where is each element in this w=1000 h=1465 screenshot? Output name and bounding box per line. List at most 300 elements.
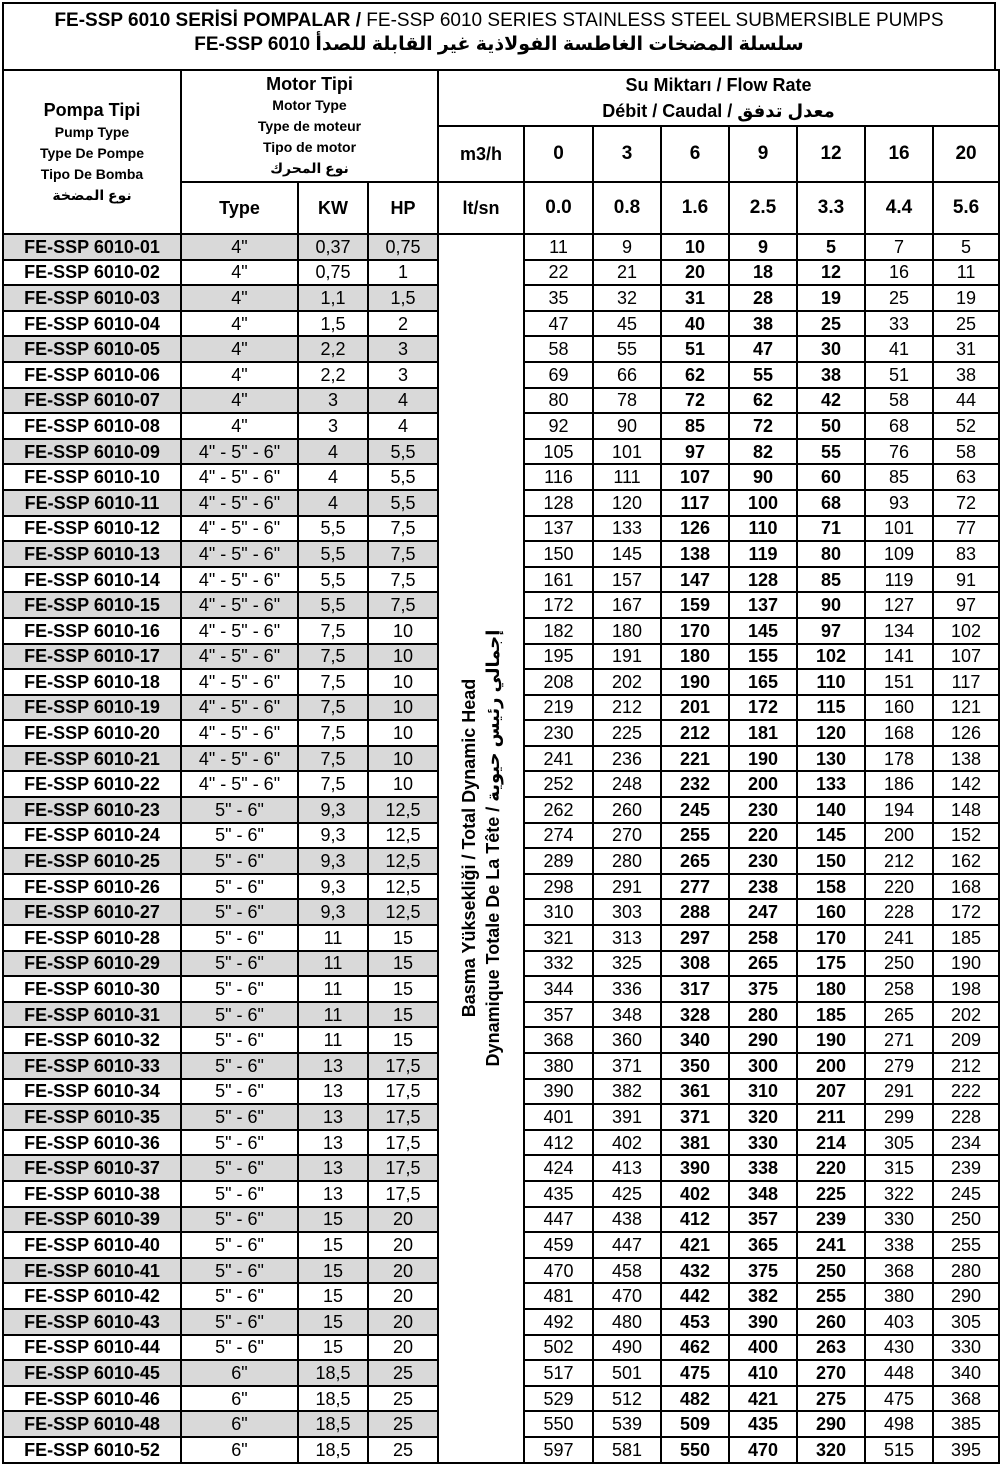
head-value-cell: 368: [933, 1386, 999, 1412]
hp-cell: 15: [368, 1027, 438, 1053]
lts-value: 5.6: [933, 182, 999, 234]
kw-cell: 13: [298, 1104, 368, 1130]
motor-type-cell: 4": [181, 285, 298, 311]
kw-cell: 13: [298, 1181, 368, 1207]
head-value-cell: 202: [593, 669, 661, 695]
motor-type-cell: 5" - 6": [181, 925, 298, 951]
head-value-cell: 31: [933, 336, 999, 362]
hp-cell: 17,5: [368, 1155, 438, 1181]
head-value-cell: 241: [865, 925, 933, 951]
kw-cell: 15: [298, 1309, 368, 1335]
head-value-cell: 291: [593, 874, 661, 900]
head-value-cell: 35: [524, 285, 593, 311]
head-value-cell: 263: [797, 1335, 865, 1361]
hp-cell: 25: [368, 1437, 438, 1463]
head-value-cell: 280: [593, 848, 661, 874]
head-value-cell: 265: [865, 1002, 933, 1028]
head-value-cell: 322: [865, 1181, 933, 1207]
motor-type-cell: 4" - 5" - 6": [181, 618, 298, 644]
kw-cell: 7,5: [298, 720, 368, 746]
head-value-cell: 52: [933, 413, 999, 439]
head-value-cell: 365: [729, 1232, 797, 1258]
pump-type-ar: نوع المضخة: [52, 187, 132, 203]
head-value-cell: 400: [729, 1335, 797, 1361]
head-value-cell: 220: [797, 1155, 865, 1181]
head-value-cell: 336: [593, 976, 661, 1002]
head-value-cell: 16: [865, 260, 933, 286]
motor-type-cell: 4" - 5" - 6": [181, 541, 298, 567]
head-value-cell: 133: [797, 771, 865, 797]
kw-cell: 15: [298, 1283, 368, 1309]
m3h-value: 20: [933, 126, 999, 182]
head-value-cell: 221: [661, 746, 729, 772]
kw-cell: 0,75: [298, 260, 368, 286]
head-value-cell: 401: [524, 1104, 593, 1130]
head-value-cell: 100: [729, 490, 797, 516]
head-value-cell: 120: [797, 720, 865, 746]
lts-value: 4.4: [865, 182, 933, 234]
head-value-cell: 328: [661, 1002, 729, 1028]
head-value-cell: 250: [865, 951, 933, 977]
head-value-cell: 225: [797, 1181, 865, 1207]
head-value-cell: 25: [797, 311, 865, 337]
head-value-cell: 209: [933, 1027, 999, 1053]
hp-cell: 7,5: [368, 516, 438, 542]
head-value-cell: 390: [524, 1079, 593, 1105]
motor-type-cell: 4" - 5" - 6": [181, 644, 298, 670]
head-value-cell: 403: [865, 1309, 933, 1335]
head-value-cell: 58: [933, 439, 999, 465]
model-cell: FE-SSP 6010-26: [3, 874, 181, 900]
head-value-cell: 258: [729, 925, 797, 951]
head-value-cell: 250: [797, 1258, 865, 1284]
lts-value: 3.3: [797, 182, 865, 234]
model-cell: FE-SSP 6010-32: [3, 1027, 181, 1053]
head-value-cell: 134: [865, 618, 933, 644]
head-value-cell: 91: [933, 567, 999, 593]
hp-cell: 5,5: [368, 490, 438, 516]
head-value-cell: 220: [865, 874, 933, 900]
kw-cell: 1,5: [298, 311, 368, 337]
head-value-cell: 348: [593, 1002, 661, 1028]
head-value-cell: 236: [593, 746, 661, 772]
head-value-cell: 9: [593, 234, 661, 260]
motor-type-cell: 4": [181, 362, 298, 388]
head-value-cell: 517: [524, 1360, 593, 1386]
head-value-cell: 402: [661, 1181, 729, 1207]
kw-cell: 15: [298, 1232, 368, 1258]
head-value-cell: 265: [661, 848, 729, 874]
head-value-cell: 137: [729, 592, 797, 618]
head-value-cell: 462: [661, 1335, 729, 1361]
head-value-cell: 25: [933, 311, 999, 337]
head-value-cell: 325: [593, 951, 661, 977]
motor-type-cell: 5" - 6": [181, 899, 298, 925]
head-value-cell: 115: [797, 695, 865, 721]
head-value-cell: 140: [797, 797, 865, 823]
head-value-cell: 509: [661, 1411, 729, 1437]
head-value-cell: 274: [524, 823, 593, 849]
motor-type-cell: 6": [181, 1360, 298, 1386]
head-value-cell: 198: [933, 976, 999, 1002]
head-value-cell: 44: [933, 388, 999, 414]
model-cell: FE-SSP 6010-01: [3, 234, 181, 260]
head-value-cell: 459: [524, 1232, 593, 1258]
head-value-cell: 271: [865, 1027, 933, 1053]
head-value-cell: 130: [797, 746, 865, 772]
head-value-cell: 435: [524, 1181, 593, 1207]
head-value-cell: 230: [524, 720, 593, 746]
head-value-cell: 168: [865, 720, 933, 746]
head-value-cell: 90: [797, 592, 865, 618]
m3h-value: 6: [661, 126, 729, 182]
motor-type-cell: 5" - 6": [181, 976, 298, 1002]
kw-cell: 18,5: [298, 1360, 368, 1386]
head-value-cell: 225: [593, 720, 661, 746]
head-value-cell: 165: [729, 669, 797, 695]
head-value-cell: 280: [933, 1258, 999, 1284]
head-value-cell: 381: [661, 1130, 729, 1156]
head-value-cell: 9: [729, 234, 797, 260]
head-value-cell: 220: [729, 823, 797, 849]
model-cell: FE-SSP 6010-19: [3, 695, 181, 721]
hp-cell: 4: [368, 413, 438, 439]
head-value-cell: 212: [661, 720, 729, 746]
head-value-cell: 219: [524, 695, 593, 721]
head-value-cell: 412: [661, 1207, 729, 1233]
model-cell: FE-SSP 6010-43: [3, 1309, 181, 1335]
lts-value: 1.6: [661, 182, 729, 234]
head-value-cell: 448: [865, 1360, 933, 1386]
head-value-cell: 172: [524, 592, 593, 618]
hp-cell: 1,5: [368, 285, 438, 311]
head-value-cell: 470: [524, 1258, 593, 1284]
head-value-cell: 111: [593, 464, 661, 490]
head-value-cell: 239: [933, 1155, 999, 1181]
unit-m3h: m3/h: [438, 126, 524, 182]
kw-cell: 11: [298, 976, 368, 1002]
motor-type-cell: 6": [181, 1437, 298, 1463]
kw-cell: 2,2: [298, 336, 368, 362]
flow-rate-header: [438, 70, 999, 126]
motor-type-cell: 5" - 6": [181, 1258, 298, 1284]
model-cell: FE-SSP 6010-05: [3, 336, 181, 362]
head-value-cell: 162: [933, 848, 999, 874]
hp-cell: 15: [368, 976, 438, 1002]
motor-type-cell: 4" - 5" - 6": [181, 720, 298, 746]
hp-cell: 7,5: [368, 541, 438, 567]
head-value-cell: 51: [661, 336, 729, 362]
model-cell: FE-SSP 6010-17: [3, 644, 181, 670]
kw-cell: 11: [298, 1002, 368, 1028]
hp-cell: 12,5: [368, 874, 438, 900]
head-value-cell: 83: [933, 541, 999, 567]
head-label-rotated: [457, 630, 505, 1067]
kw-cell: 5,5: [298, 516, 368, 542]
motor-type-cell: 4" - 5" - 6": [181, 695, 298, 721]
head-value-cell: 55: [797, 439, 865, 465]
model-cell: FE-SSP 6010-11: [3, 490, 181, 516]
head-value-cell: 186: [865, 771, 933, 797]
head-value-cell: 117: [661, 490, 729, 516]
head-value-cell: 101: [865, 516, 933, 542]
head-value-cell: 78: [593, 388, 661, 414]
head-value-cell: 262: [524, 797, 593, 823]
head-value-cell: 22: [524, 260, 593, 286]
hp-cell: 0,75: [368, 234, 438, 260]
head-value-cell: 382: [593, 1079, 661, 1105]
head-value-cell: 72: [933, 490, 999, 516]
model-cell: FE-SSP 6010-15: [3, 592, 181, 618]
head-value-cell: 222: [933, 1079, 999, 1105]
motor-type-cell: 5" - 6": [181, 1207, 298, 1233]
head-value-cell: 597: [524, 1437, 593, 1463]
hp-cell: 12,5: [368, 797, 438, 823]
head-value-cell: 157: [593, 567, 661, 593]
head-value-cell: 38: [797, 362, 865, 388]
head-value-cell: 380: [524, 1053, 593, 1079]
motor-type-cell: 5" - 6": [181, 1181, 298, 1207]
head-value-cell: 421: [661, 1232, 729, 1258]
kw-cell: 9,3: [298, 848, 368, 874]
head-value-cell: 119: [729, 541, 797, 567]
head-value-cell: 150: [524, 541, 593, 567]
head-value-cell: 191: [593, 644, 661, 670]
head-value-cell: 107: [933, 644, 999, 670]
motor-type-cell: 4" - 5" - 6": [181, 490, 298, 516]
m3h-value: 16: [865, 126, 933, 182]
head-value-cell: 90: [729, 464, 797, 490]
head-value-cell: 391: [593, 1104, 661, 1130]
m3h-value: 0: [524, 126, 593, 182]
head-value-cell: 50: [797, 413, 865, 439]
kw-cell: 2,2: [298, 362, 368, 388]
m3h-value: 3: [593, 126, 661, 182]
head-value-cell: 21: [593, 260, 661, 286]
hp-cell: 2: [368, 311, 438, 337]
head-value-cell: 126: [933, 720, 999, 746]
head-value-cell: 128: [729, 567, 797, 593]
head-value-cell: 126: [661, 516, 729, 542]
head-value-cell: 357: [729, 1207, 797, 1233]
head-value-cell: 421: [729, 1386, 797, 1412]
head-value-cell: 498: [865, 1411, 933, 1437]
head-value-cell: 180: [661, 644, 729, 670]
head-value-cell: 207: [797, 1079, 865, 1105]
head-value-cell: 85: [661, 413, 729, 439]
head-value-cell: 255: [933, 1232, 999, 1258]
head-value-cell: 42: [797, 388, 865, 414]
kw-cell: 9,3: [298, 899, 368, 925]
motor-type-cell: 5" - 6": [181, 1130, 298, 1156]
head-value-cell: 85: [797, 567, 865, 593]
head-value-cell: 55: [593, 336, 661, 362]
pump-type-es: Tipo De Bomba: [40, 166, 144, 182]
motor-type-header: [181, 70, 438, 182]
head-value-cell: 385: [933, 1411, 999, 1437]
kw-cell: 4: [298, 490, 368, 516]
hp-cell: 1: [368, 260, 438, 286]
head-value-cell: 97: [661, 439, 729, 465]
head-value-cell: 382: [729, 1283, 797, 1309]
head-value-cell: 110: [797, 669, 865, 695]
head-value-cell: 11: [933, 260, 999, 286]
head-value-cell: 290: [933, 1283, 999, 1309]
kw-cell: 18,5: [298, 1411, 368, 1437]
head-value-cell: 31: [661, 285, 729, 311]
model-cell: FE-SSP 6010-06: [3, 362, 181, 388]
head-value-cell: 172: [933, 899, 999, 925]
head-value-cell: 248: [593, 771, 661, 797]
head-value-cell: 19: [797, 285, 865, 311]
hp-cell: 15: [368, 1002, 438, 1028]
head-value-cell: 68: [797, 490, 865, 516]
head-value-cell: 133: [593, 516, 661, 542]
head-value-cell: 458: [593, 1258, 661, 1284]
head-value-cell: 410: [729, 1360, 797, 1386]
head-value-cell: 68: [865, 413, 933, 439]
head-value-cell: 11: [524, 234, 593, 260]
model-cell: FE-SSP 6010-09: [3, 439, 181, 465]
head-value-cell: 320: [729, 1104, 797, 1130]
head-value-cell: 315: [865, 1155, 933, 1181]
head-value-cell: 214: [797, 1130, 865, 1156]
head-value-cell: 168: [933, 874, 999, 900]
head-value-cell: 107: [661, 464, 729, 490]
motor-type-cell: 6": [181, 1411, 298, 1437]
kw-cell: 7,5: [298, 669, 368, 695]
model-cell: FE-SSP 6010-28: [3, 925, 181, 951]
model-cell: FE-SSP 6010-52: [3, 1437, 181, 1463]
kw-cell: 13: [298, 1130, 368, 1156]
lts-value: 0.0: [524, 182, 593, 234]
hp-cell: 20: [368, 1232, 438, 1258]
motor-type-cell: 4": [181, 388, 298, 414]
hp-cell: 17,5: [368, 1053, 438, 1079]
kw-cell: 15: [298, 1258, 368, 1284]
kw-cell: 5,5: [298, 592, 368, 618]
kw-col-header: KW: [298, 182, 368, 234]
hp-cell: 5,5: [368, 464, 438, 490]
head-value-cell: 371: [661, 1104, 729, 1130]
head-value-cell: 117: [933, 669, 999, 695]
head-value-cell: 181: [729, 720, 797, 746]
motor-type-cell: 5" - 6": [181, 1335, 298, 1361]
head-value-cell: 185: [933, 925, 999, 951]
table-row: [3, 234, 999, 260]
head-value-cell: 178: [865, 746, 933, 772]
head-value-cell: 280: [729, 1002, 797, 1028]
head-value-cell: 275: [797, 1386, 865, 1412]
kw-cell: 7,5: [298, 746, 368, 772]
hp-cell: 15: [368, 925, 438, 951]
hp-cell: 25: [368, 1386, 438, 1412]
hp-cell: 20: [368, 1283, 438, 1309]
head-value-cell: 490: [593, 1335, 661, 1361]
head-value-cell: 141: [865, 644, 933, 670]
head-value-cell: 58: [865, 388, 933, 414]
head-value-cell: 260: [593, 797, 661, 823]
head-value-cell: 20: [661, 260, 729, 286]
head-value-cell: 481: [524, 1283, 593, 1309]
model-cell: FE-SSP 6010-40: [3, 1232, 181, 1258]
model-cell: FE-SSP 6010-37: [3, 1155, 181, 1181]
motor-type-cell: 4" - 5" - 6": [181, 771, 298, 797]
motor-type-cell: 4": [181, 413, 298, 439]
hp-cell: 10: [368, 644, 438, 670]
hp-cell: 12,5: [368, 899, 438, 925]
head-value-cell: 350: [661, 1053, 729, 1079]
model-cell: FE-SSP 6010-12: [3, 516, 181, 542]
head-value-cell: 150: [797, 848, 865, 874]
head-value-cell: 447: [593, 1232, 661, 1258]
motor-type-cell: 4" - 5" - 6": [181, 464, 298, 490]
head-value-cell: 425: [593, 1181, 661, 1207]
head-value-cell: 245: [933, 1181, 999, 1207]
head-value-cell: 299: [865, 1104, 933, 1130]
model-cell: FE-SSP 6010-33: [3, 1053, 181, 1079]
model-cell: FE-SSP 6010-46: [3, 1386, 181, 1412]
type-col-header: Type: [181, 182, 298, 234]
head-value-cell: 180: [797, 976, 865, 1002]
motor-type-cell: 4" - 5" - 6": [181, 516, 298, 542]
head-value-cell: 190: [661, 669, 729, 695]
kw-cell: 3: [298, 413, 368, 439]
model-cell: FE-SSP 6010-34: [3, 1079, 181, 1105]
head-value-cell: 258: [865, 976, 933, 1002]
head-value-cell: 109: [865, 541, 933, 567]
head-value-cell: 190: [797, 1027, 865, 1053]
head-value-cell: 390: [729, 1309, 797, 1335]
head-value-cell: 32: [593, 285, 661, 311]
hp-cell: 12,5: [368, 823, 438, 849]
motor-type-cell: 5" - 6": [181, 848, 298, 874]
head-value-cell: 300: [729, 1053, 797, 1079]
flow-rate-line2: Débit / Caudal / معدل تدفق: [602, 101, 835, 121]
model-cell: FE-SSP 6010-24: [3, 823, 181, 849]
hp-cell: 10: [368, 771, 438, 797]
motor-type-cell: 4": [181, 234, 298, 260]
head-value-cell: 19: [933, 285, 999, 311]
head-value-cell: 182: [524, 618, 593, 644]
hp-cell: 10: [368, 618, 438, 644]
head-label-line2: Dynamique Totale De La Tête / إجمالي رئيس حيوية: [483, 629, 504, 1067]
head-value-cell: 66: [593, 362, 661, 388]
title-line-english: [4, 4, 994, 32]
head-value-cell: 167: [593, 592, 661, 618]
title-block: [2, 2, 996, 69]
kw-cell: 11: [298, 951, 368, 977]
head-value-cell: 137: [524, 516, 593, 542]
head-value-cell: 297: [661, 925, 729, 951]
motor-type-cell: 5" - 6": [181, 951, 298, 977]
head-value-cell: 270: [797, 1360, 865, 1386]
total-dynamic-head-label: [438, 234, 524, 1463]
head-value-cell: 33: [865, 311, 933, 337]
head-value-cell: 10: [661, 234, 729, 260]
hp-col-header: HP: [368, 182, 438, 234]
lts-value: 2.5: [729, 182, 797, 234]
motor-type-cell: 5" - 6": [181, 1309, 298, 1335]
model-cell: FE-SSP 6010-45: [3, 1360, 181, 1386]
model-cell: FE-SSP 6010-07: [3, 388, 181, 414]
head-value-cell: 581: [593, 1437, 661, 1463]
motor-type-cell: 5" - 6": [181, 1002, 298, 1028]
hp-cell: 20: [368, 1309, 438, 1335]
head-value-cell: 18: [729, 260, 797, 286]
kw-cell: 18,5: [298, 1437, 368, 1463]
head-value-cell: 119: [865, 567, 933, 593]
